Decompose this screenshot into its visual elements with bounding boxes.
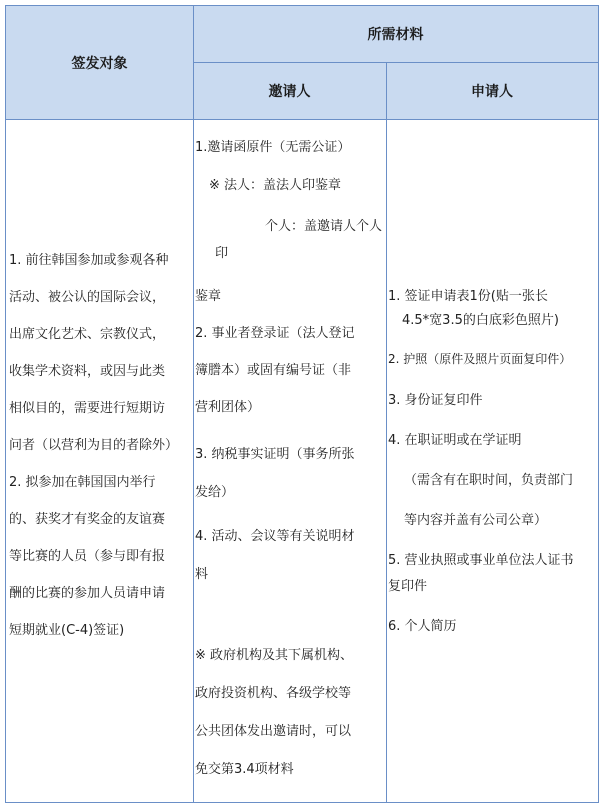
applicant-line: 1. 签证申请表1份(贴一张长 — [388, 289, 548, 304]
header-target-label: 签发对象 — [71, 55, 128, 72]
inviter-line: ※ 政府机构及其下属机构、 — [195, 648, 354, 663]
applicant-line: 2. 护照（原件及照片页面复印件） — [388, 352, 572, 366]
header-materials — [193, 6, 598, 62]
applicant-line: 5. 营业执照或事业单位法人证书 — [388, 553, 574, 568]
target-line: 相似目的，需要进行短期访 — [9, 401, 166, 416]
inviter-line: 免交第3.4项材料 — [195, 762, 294, 777]
header-inviter-label: 邀请人 — [268, 83, 311, 100]
applicant-line: （需含有在职时间，负责部门 — [404, 473, 574, 488]
header-applicant-label: 申请人 — [471, 83, 513, 100]
target-line: 1. 前往韩国参加或参观各种 — [9, 253, 169, 268]
inviter-line: 4. 活动、会议等有关说明材 — [195, 529, 355, 544]
inviter-line: 营利团体） — [195, 400, 261, 415]
target-line: 短期就业(C-4)签证) — [9, 623, 125, 638]
target-line: 收集学术资料，或因与此类 — [9, 364, 166, 379]
target-line: 2. 拟参加在韩国国内举行 — [9, 475, 156, 490]
inviter-line: 鉴章 — [195, 289, 222, 304]
applicant-line: 复印件 — [388, 579, 428, 594]
inviter-line: 政府投资机构、各级学校等 — [195, 686, 352, 701]
applicant-line: 3. 身份证复印件 — [388, 393, 483, 408]
header-inviter — [193, 62, 386, 119]
inviter-line: 印 — [215, 246, 229, 261]
inviter-line: 3. 纳税事实证明（事务所张 — [195, 447, 355, 462]
visa-requirements-table — [5, 5, 599, 803]
inviter-line: 公共团体发出邀请时，可以 — [195, 724, 352, 739]
inviter-line: ※ 法人：盖法人印鉴章 — [209, 178, 342, 193]
divider-materials — [193, 62, 598, 63]
header-applicant — [386, 62, 598, 119]
target-line: 出席文化艺术、宗教仪式， — [9, 327, 166, 342]
divider-inviter — [386, 62, 387, 802]
inviter-line: 1.邀请函原件（无需公证） — [195, 140, 351, 155]
target-line: 等比赛的人员（参与即有报 — [9, 549, 166, 564]
inviter-line: 发给） — [195, 485, 235, 500]
divider-header — [6, 119, 598, 120]
target-line: 的、获奖才有奖金的友谊赛 — [9, 512, 166, 527]
divider-target — [193, 6, 194, 802]
applicant-line: 4.5*宽3.5的白底彩色照片) — [402, 313, 559, 328]
inviter-line: 2. 事业者登录证（法人登记 — [195, 326, 355, 341]
inviter-line: 簿謄本）或固有编号证（非 — [195, 363, 352, 378]
inviter-line: 料 — [195, 567, 209, 582]
target-line: 酬的比赛的参加人员请申请 — [9, 586, 166, 601]
header-target — [6, 6, 193, 119]
applicant-line: 4. 在职证明或在学证明 — [388, 433, 522, 448]
inviter-line: 个人：盖邀请人个人 — [265, 219, 383, 234]
target-line: 问者（以营利为目的者除外） — [9, 438, 179, 453]
applicant-line: 等内容并盖有公司公章） — [404, 513, 548, 528]
target-line: 活动、被公认的国际会议， — [9, 290, 166, 305]
applicant-line: 6. 个人简历 — [388, 619, 457, 634]
header-materials-label: 所需材料 — [367, 27, 424, 43]
